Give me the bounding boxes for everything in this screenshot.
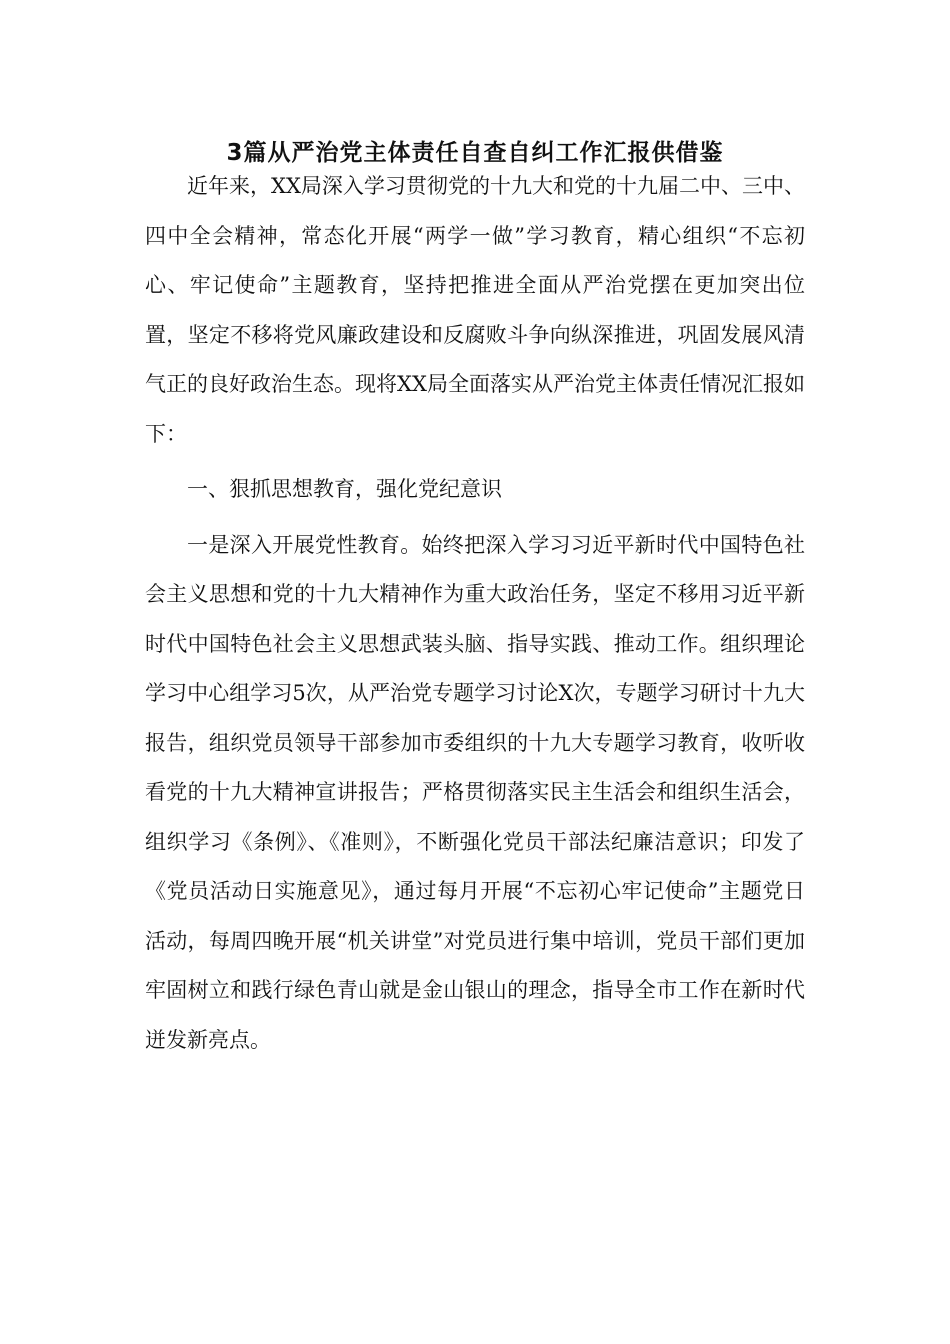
intro-paragraph: 近年来，XX局深入学习贯彻党的十九大和党的十九届二中、三中、四中全会精神，常态化开展“两学一做”学习教育，精心组织“不忘初心、牢记使命”主题教育，坚持把推进全面从严治党摆在更加突出位置，坚定不移将党风廉政建设和反腐败斗争向纵深推进，巩固发展风清气正的良好政治生态。现将XX局全面落实从严治党主体责任情况汇报如下： <box>145 174 805 446</box>
body-paragraph: 一是深入开展党性教育。始终把深入学习习近平新时代中国特色社会主义思想和党的十九大精神作为重大政治任务，坚定不移用习近平新时代中国特色社会主义思想武装头脑、指导实践、推动工作。组织理论学习中心组学习5次，从严治党专题学习讨论X次，专题学习研讨十九大报告，组织党员领导干部参加市委组织的十九大专题学习教育，收听收看党的十九大精神宣讲报告；严格贯彻落实民主生活会和组织生活会，组织学习《条例》、《准则》，不断强化党员干部法纪廉洁意识；印发了《党员活动日实施意见》，通过每月开展“不忘初心牢记使命”主题党日活动，每周四晚开展“机关讲堂”对党员进行集中培训，党员干部们更加牢固树立和践行绿色青山就是金山银山的理念，指导全市工作在新时代迸发新亮点。 <box>145 532 805 1052</box>
document-title: 3篇从严治党主体责任自查自纠工作汇报供借鉴 <box>226 140 724 166</box>
section-heading: 一、狠抓思想教育，强化党纪意识 <box>187 477 502 501</box>
document-body <box>145 162 805 1065</box>
